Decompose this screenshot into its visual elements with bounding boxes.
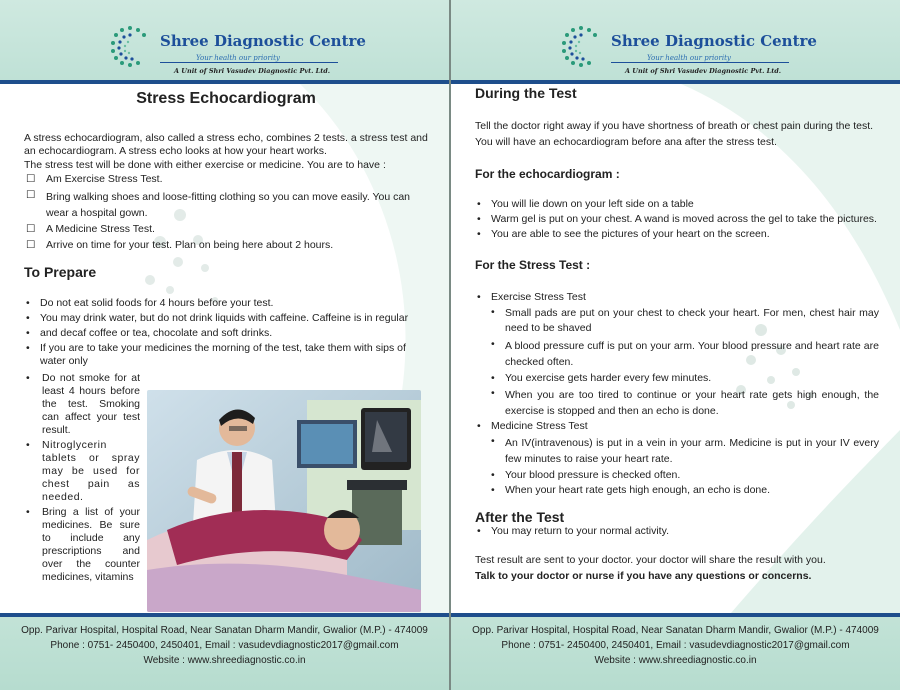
checklist-item: ☐ Arrive on time for your test. Plan on being here about 2 hours. bbox=[26, 239, 334, 251]
bullet-icon: • bbox=[26, 327, 30, 339]
prepare-heading: To Prepare bbox=[24, 264, 97, 280]
echo-photo bbox=[147, 390, 421, 612]
medicine-list bbox=[475, 435, 879, 497]
bullet-icon: • bbox=[26, 372, 30, 384]
checklist-item: ☐ A Medicine Stress Test. bbox=[26, 223, 155, 235]
exercise-list bbox=[475, 306, 879, 419]
list-item: • Nitroglycerin tablets or spray may be used for chest pain as needed. bbox=[26, 439, 140, 503]
footer-contact bbox=[0, 623, 449, 668]
footer-website[interactable]: Website : www.shreediagnostic.co.in bbox=[594, 655, 757, 666]
bullet-icon: • bbox=[491, 306, 495, 318]
right-panel bbox=[451, 0, 900, 690]
logo-dots-icon bbox=[108, 24, 152, 68]
bullet-icon: • bbox=[477, 525, 481, 537]
brand-divider bbox=[611, 62, 789, 63]
intro-paragraph: A stress echocardiogram, also called a stress echo, combines 2 tests. a stress test and an echocardiogram. A stress echo looks at how your heart works. bbox=[24, 132, 428, 157]
brand-logo bbox=[559, 22, 817, 78]
bullet-icon: • bbox=[477, 228, 481, 240]
stress-heading: For the Stress Test : bbox=[475, 258, 591, 272]
footer-contact bbox=[451, 623, 900, 668]
bullet-icon: • bbox=[491, 435, 495, 447]
list-item: • If you are to take your medicines the morning of the test, take them with sips of water only bbox=[26, 342, 406, 367]
list-item: • Medicine Stress Test bbox=[477, 420, 588, 432]
bullet-icon: • bbox=[477, 213, 481, 225]
medicine-label-list bbox=[475, 420, 879, 433]
bullet-icon: • bbox=[491, 338, 495, 350]
header-rule bbox=[451, 80, 900, 84]
after-list bbox=[475, 525, 879, 538]
after-heading: After the Test bbox=[475, 509, 565, 525]
closing-note: Talk to your doctor or nurse if you have any questions or concerns. bbox=[475, 570, 812, 582]
during-heading: During the Test bbox=[475, 85, 577, 101]
footer-website[interactable]: Website : www.shreediagnostic.co.in bbox=[143, 655, 306, 666]
footer-phone-email: Phone : 0751- 2450400, 2450401, Email : vasudevdiagnostic2017@gmail.com bbox=[501, 640, 850, 651]
bullet-icon: • bbox=[26, 312, 30, 324]
list-item: • When you are too tired to continue or your heart rate gets high enough, the exercise is stopped and then an echo is done. bbox=[491, 387, 879, 417]
list-item: • When your heart rate gets high enough, an echo is done. bbox=[491, 484, 771, 496]
bullet-icon: • bbox=[26, 342, 30, 354]
bullet-icon: • bbox=[477, 420, 481, 432]
list-item: • Bring a list of your medicines. Be sure to include any prescriptions and over the counter medicines, vitamins bbox=[26, 506, 140, 583]
list-item: • You may drink water, but do not drink liquids with caffeine. Caffeine is in regular bbox=[26, 312, 409, 324]
checkbox-icon: ☐ bbox=[26, 189, 36, 201]
brand-tagline: Your health our priority bbox=[647, 54, 731, 62]
list-item: • Small pads are put on your chest to check your heart. For men, chest hair may need to be shaved bbox=[491, 306, 879, 334]
bullet-icon: • bbox=[477, 198, 481, 210]
list-item: • Warm gel is put on your chest. A wand is moved across the gel to take the pictures. bbox=[477, 213, 877, 225]
left-panel bbox=[0, 0, 449, 690]
logo-dots-icon bbox=[559, 24, 603, 68]
bullet-icon: • bbox=[26, 297, 30, 309]
checkbox-icon: ☐ bbox=[26, 239, 36, 251]
brand-unit: A Unit of Shri Vasudev Diagnostic Pvt. Ltd. bbox=[625, 67, 782, 75]
list-item: • An IV(intravenous) is put in a vein in your arm. Medicine is put in your IV every few minutes to raise your heart rate. bbox=[491, 435, 879, 465]
prepare-list bbox=[24, 297, 428, 368]
bullet-icon: • bbox=[26, 439, 30, 451]
list-item: • You are able to see the pictures of your heart on the screen. bbox=[477, 228, 770, 240]
echo-list bbox=[475, 198, 879, 241]
bullet-icon: • bbox=[477, 291, 481, 303]
brand-divider bbox=[160, 62, 338, 63]
brand-logo bbox=[108, 22, 366, 78]
footer-address: Opp. Parivar Hospital, Hospital Road, Near Sanatan Dharm Mandir, Gwalior (M.P.) - 474009 bbox=[21, 625, 428, 636]
bullet-icon: • bbox=[26, 506, 30, 518]
intro-paragraph-2: The stress test will be done with either exercise or medicine. You are to have : bbox=[24, 159, 386, 171]
list-item: • Do not smoke for at least 4 hours before the test. Smoking can affect your test result. bbox=[26, 372, 140, 436]
checkbox-icon: ☐ bbox=[26, 223, 36, 235]
checkbox-icon: ☐ bbox=[26, 173, 36, 185]
checklist-item: ☐ Bring walking shoes and loose-fitting clothing so you can move easily. You can wear a hospital gown. bbox=[26, 189, 411, 219]
list-item: • You may return to your normal activity. bbox=[477, 525, 669, 537]
list-item: • You will lie down on your left side on a table bbox=[477, 198, 694, 210]
bullet-icon: • bbox=[491, 484, 495, 496]
checklist-item: ☐ Am Exercise Stress Test. bbox=[26, 173, 163, 185]
bullet-icon: • bbox=[491, 387, 495, 399]
stress-list bbox=[475, 291, 879, 304]
list-item: • and decaf coffee or tea, chocolate and soft drinks. bbox=[26, 327, 273, 339]
brand-name: Shree Diagnostic Centre bbox=[160, 32, 366, 50]
prepare-wrapped-list bbox=[24, 372, 140, 584]
bullet-icon: • bbox=[491, 469, 495, 481]
header-rule bbox=[0, 80, 449, 84]
result-paragraph: Test result are sent to your doctor. your doctor will share the result with you. bbox=[475, 554, 826, 566]
footer-address: Opp. Parivar Hospital, Hospital Road, Near Sanatan Dharm Mandir, Gwalior (M.P.) - 474009 bbox=[472, 625, 879, 636]
list-item: • Your blood pressure is checked often. bbox=[491, 469, 681, 481]
left-content bbox=[24, 90, 428, 368]
right-content bbox=[475, 85, 879, 583]
page-title: Stress Echocardiogram bbox=[136, 90, 316, 107]
list-item: • Exercise Stress Test bbox=[477, 291, 586, 303]
footer-phone-email: Phone : 0751- 2450400, 2450401, Email : vasudevdiagnostic2017@gmail.com bbox=[50, 640, 399, 651]
brand-name: Shree Diagnostic Centre bbox=[611, 32, 817, 50]
footer-rule bbox=[451, 613, 900, 617]
list-item: • You exercise gets harder every few minutes. bbox=[491, 372, 712, 384]
bullet-icon: • bbox=[491, 372, 495, 384]
footer-rule bbox=[0, 613, 449, 617]
list-item: • A blood pressure cuff is put on your arm. Your blood pressure and heart rate are checked often. bbox=[491, 338, 879, 368]
brand-tagline: Your health our priority bbox=[196, 54, 280, 62]
checklist bbox=[24, 173, 428, 252]
during-paragraph: Tell the doctor right away if you have shortness of breath or chest pain during the test. You will have an echocardiogram before ana after the stress test. bbox=[475, 120, 874, 148]
echo-heading: For the echocardiogram : bbox=[475, 167, 620, 181]
brand-unit: A Unit of Shri Vasudev Diagnostic Pvt. Ltd. bbox=[174, 67, 331, 75]
list-item: • Do not eat solid foods for 4 hours before your test. bbox=[26, 297, 274, 309]
